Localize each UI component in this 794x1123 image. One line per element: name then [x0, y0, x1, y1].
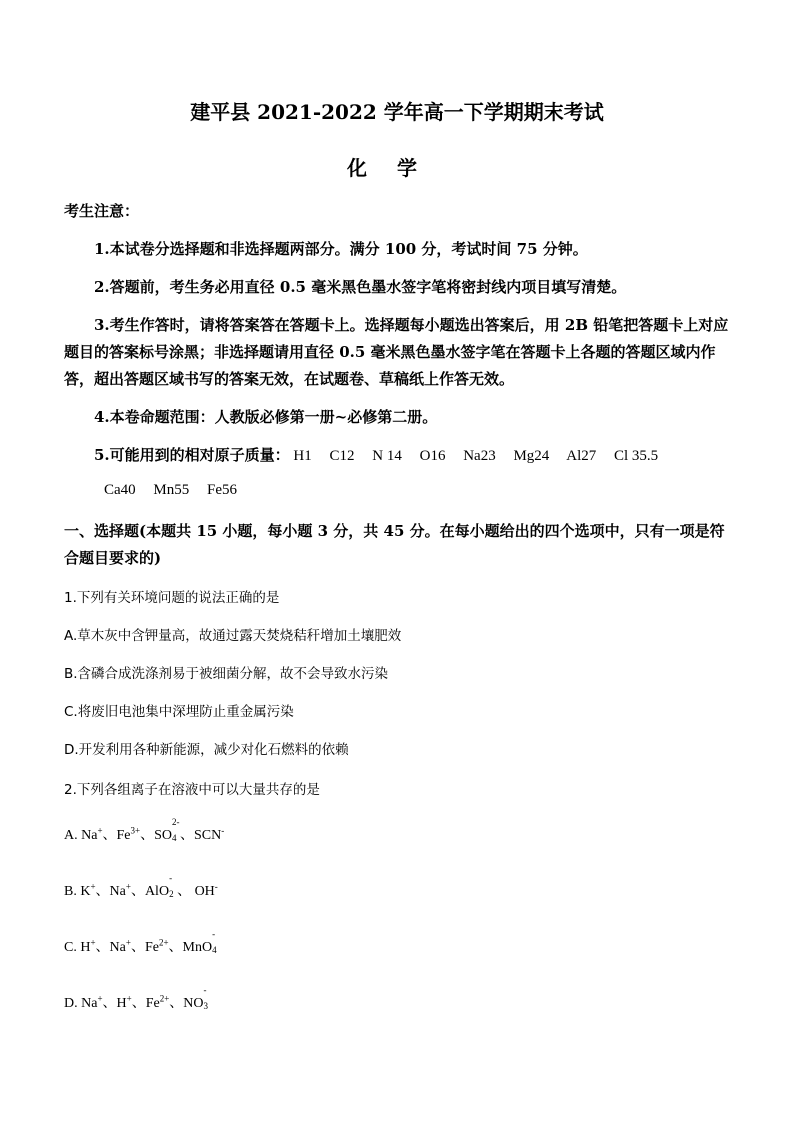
question-2-option-d: D. Na+、H+、$Fe^{2+}$、NO - 3 [64, 985, 209, 1011]
notice-heading: 考生注意： [64, 202, 140, 220]
exam-subject: 化学 [347, 156, 447, 180]
question-2-option-c: C. H+、Na+、$Fe^{2+}$、MnO - 4 [64, 929, 217, 955]
question-2-option-a: A. Na+、$Fe^{3+}$、SO 2- 4 、SCN- [64, 817, 225, 843]
notice-item-2: 2.答题前，考生务必用直径 0.5 毫米黑色墨水签字笔将密封线内项目填写清楚。 [94, 278, 627, 296]
question-2-option-b: B. K+、Na+、AlO - 2 、 OH- [64, 873, 218, 899]
atomic-mass-line-1: H1 C12 N 14 O16 Na23 Mg24 Al27 Cl 35.5 [293, 448, 659, 464]
question-1-option-c: C.将废旧电池集中深埋防止重金属污染 [64, 704, 294, 720]
notice-item-1: 1.本试卷分选择题和非选择题两部分。满分 100 分，考试时间 75 分钟。 [94, 240, 588, 258]
question-2-stem: 2.下列各组离子在溶液中可以大量共存的是 [64, 782, 320, 798]
atomic-mass-line-2: Ca40 Mn55 Fe56 [104, 482, 238, 498]
atomic-mass-label: 5.可能用到的相对原子质量： [94, 446, 290, 464]
question-1-option-d: D.开发利用各种新能源，减少对化石燃料的依赖 [64, 742, 349, 758]
question-1-option-b: B.含磷合成洗涤剂易于被细菌分解，故不会导致水污染 [64, 666, 389, 682]
question-1-option-a: A.草木灰中含钾量高，故通过露天焚烧秸秆增加土壤肥效 [64, 628, 402, 644]
question-1-stem: 1.下列有关环境问题的说法正确的是 [64, 590, 280, 606]
notice-item-4: 4.本卷命题范围：人教版必修第一册~必修第二册。 [94, 408, 438, 426]
section-1-heading: 一、选择题(本题共 15 小题，每小题 3 分，共 45 分。在每小题给出的四个选项中，只有一项是符合题目要求的) [64, 522, 725, 567]
exam-title: 建平县 2021-2022 学年高一下学期期末考试 [190, 100, 604, 124]
notice-item-3: 3.考生作答时，请将答案答在答题卡上。选择题每小题选出答案后，用 2B 铅笔把答题卡上对应题目的答案标号涂黑；非选择题请用直径 0.5 毫米黑色墨水签字笔在答题卡上各题的答题区域内作答，超出答题区域书写的答案无效，在试题卷、草稿纸上作答无效。 [64, 316, 729, 388]
notice-item-5 [64, 442, 732, 470]
